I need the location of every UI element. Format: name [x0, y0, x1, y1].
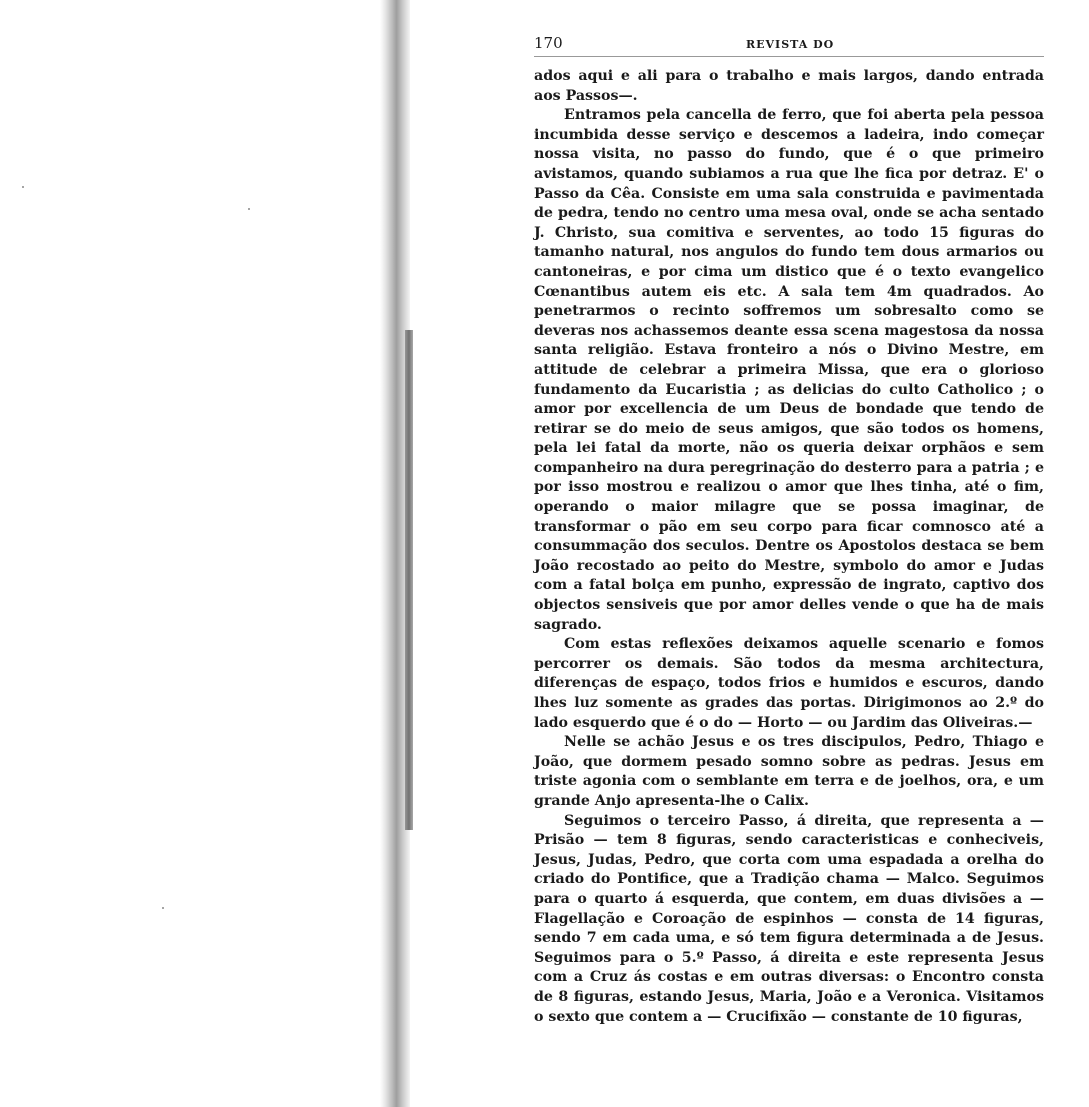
- body-text: [534, 67, 1044, 1027]
- running-title: REVISTA DO: [746, 38, 835, 51]
- paper-speck: [22, 186, 24, 188]
- paragraph: Nelle se achão Jesus e os tres discipulos, Pedro, Thiago e João, que dormem pesado somno sobre as pedras. Jesus em triste agonia com o semblante em terra e de joelhos, ora, e um grande Anjo apresenta-lhe o Calix.: [534, 734, 1044, 809]
- paragraph: ados aqui e ali para o trabalho e mais largos, dando entrada aos Passos—.: [534, 68, 1044, 104]
- paragraph: Seguimos o terceiro Passo, á direita, que representa a — Prisão — tem 8 figuras, sendo caracteristicas e conheciveis, Jesus, Judas, Pedro, que corta com uma espadada a orelha do criado do Pontifice, que a Tradição chama — Malco. Seguimos para o quarto á esquerda, que contem, em duas divisões a — Flagellação e Coroação de espinhos — consta de 14 figuras, sendo 7 em cada uma, e só tem figura determinada a de Jesus. Seguimos para o 5.º Passo, á direita e este representa Jesus com a Cruz ás costas e em outras diversas: o Encontro consta de 8 figuras, estando Jesus, Maria, João e a Veronica. Visitamos o sexto que contem a — Crucifixão — constante de 10 figuras,: [534, 812, 1044, 1025]
- page-header: [534, 30, 1044, 57]
- paragraph: Com estas reflexões deixamos aquelle scenario e fomos percorrer os demais. São todos da mesma architectura, diferenças de espaço, todos frios e humidos e escuros, dando lhes luz somente as grades das portas. Dirigimonos ao 2.º do lado esquerdo que é o do — Horto — ou Jardim das Oliveiras.—: [534, 636, 1044, 731]
- paper-speck: [248, 208, 250, 210]
- document-page: [534, 30, 1044, 1027]
- paper-speck: [162, 907, 164, 909]
- gutter-shadow: [405, 330, 413, 830]
- paragraph: Entramos pela cancella de ferro, que foi aberta pela pessoa incumbida desse serviço e descemos a ladeira, indo começar nossa visita, no passo do fundo, que é o que primeiro avistamos, quando subiamos a rua que lhe fica por detraz. E' o Passo da Cêa. Consiste em uma sala construida e pavimentada de pedra, tendo no centro uma mesa oval, onde se acha sentado J. Christo, sua comitiva e serventes, ao todo 15 figuras do tamanho natural, nos angulos do fundo tem dous armarios ou cantoneiras, e por cima um distico que é o texto evangelico Cœnantibus autem eis etc. A sala tem 4m quadrados. Ao penetrarmos o recinto soffremos um sobresalto como se deveras nos achassemos deante essa scena magestosa da nossa santa religião. Estava fronteiro a nós o Divino Mestre, em attitude de celebrar a primeira Missa, que era o glorioso fundamento da Eucaristia ; as delicias do culto Catholico ; o amor por excellencia de um Deus de bondade que tendo de retirar se do meio de seus amigos, que são todos os homens, pela lei fatal da morte, não os queria deixar orphãos e sem companheiro na dura peregrinação do desterro para a patria ; e por isso mostrou e realizou o amor que lhes tinha, até o fim, operando o maior milagre que se possa imaginar, de transformar o pão em seu corpo para ficar comnosco até a consummação dos seculos. Dentre os Apostolos destaca se bem João recostado ao peito do Mestre, symbolo do amor e Judas com a fatal bolça em punho, expressão de ingrato, captivo dos objectos sensiveis que por amor delles vende o que ha de mais sagrado.: [534, 107, 1044, 633]
- page-number: 170: [534, 34, 563, 52]
